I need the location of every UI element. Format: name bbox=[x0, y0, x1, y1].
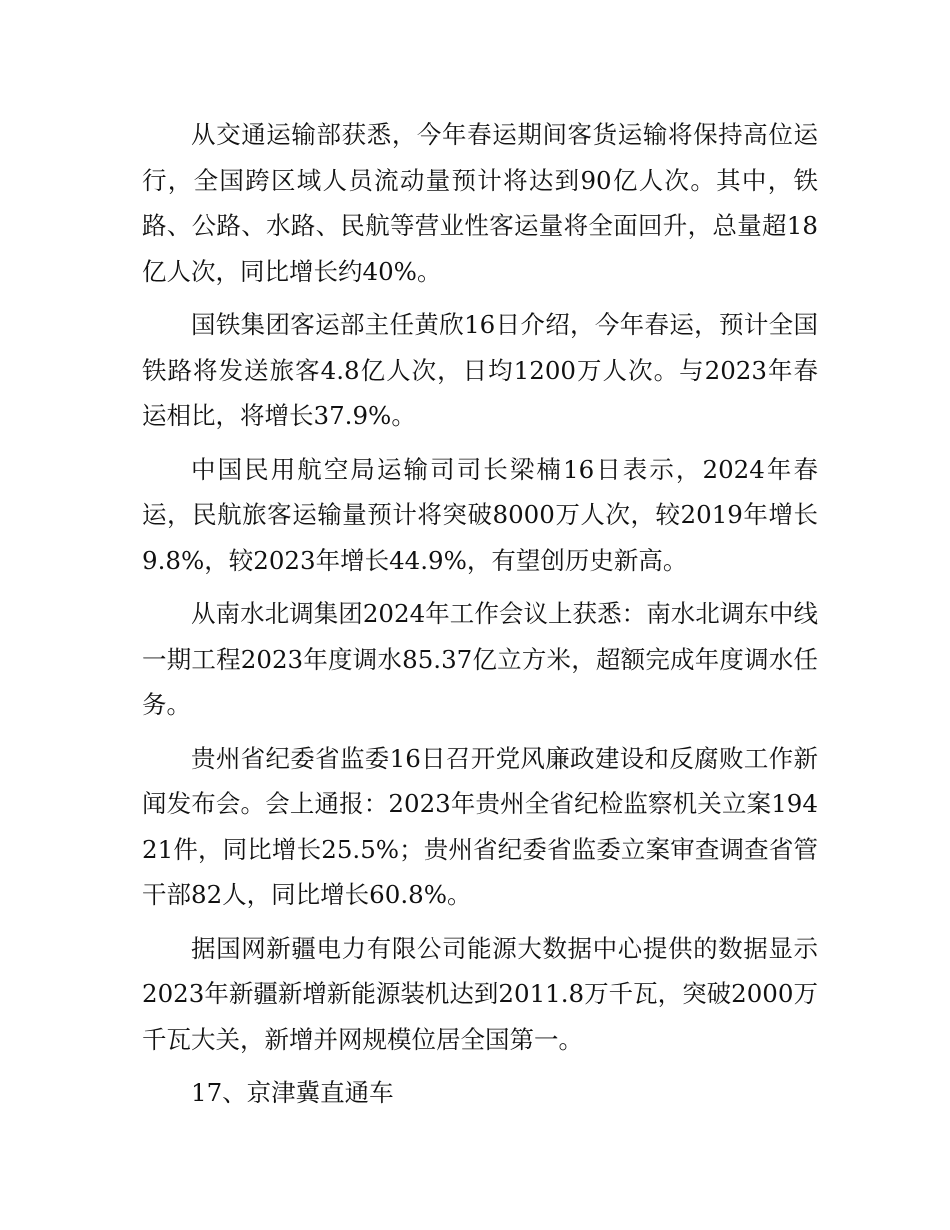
section-heading-jingjinji: 17、京津冀直通车 bbox=[191, 1078, 394, 1107]
paragraph-railway-passengers: 国铁集团客运部主任黄欣16日介绍，今年春运，预计全国铁路将发送旅客4.8亿人次，日均1200万人次。与2023年春运相比，将增长37.9%。 bbox=[142, 310, 818, 430]
paragraph-spring-travel-overview: 从交通运输部获悉，今年春运期间客货运输将保持高位运行，全国跨区域人员流动量预计将达到90亿人次。其中，铁路、公路、水路、民航等营业性客运量将全面回升，总量超18亿人次，同比增长约40%。 bbox=[142, 120, 818, 286]
paragraph-south-north-water-diversion: 从南水北调集团2024年工作会议上获悉：南水北调东中线一期工程2023年度调水85.37亿立方米，超额完成年度调水任务。 bbox=[142, 599, 818, 719]
paragraph-guizhou-discipline-inspection: 贵州省纪委省监委16日召开党风廉政建设和反腐败工作新闻发布会。会上通报：2023年贵州全省纪检监察机关立案19421件，同比增长25.5%；贵州省纪委省监委立案审查调查省管干部82人，同比增长60.8%。 bbox=[142, 743, 818, 909]
paragraph-civil-aviation: 中国民用航空局运输司司长梁楠16日表示，2024年春运，民航旅客运输量预计将突破8000万人次，较2019年增长9.8%，较2023年增长44.9%，有望创历史新高。 bbox=[142, 454, 818, 575]
document-body bbox=[142, 112, 818, 1116]
paragraph-xinjiang-new-energy: 据国网新疆电力有限公司能源大数据中心提供的数据显示2023年新疆新增新能源装机达到2011.8万千瓦，突破2000万千瓦大关，新增并网规模位居全国第一。 bbox=[142, 933, 818, 1054]
